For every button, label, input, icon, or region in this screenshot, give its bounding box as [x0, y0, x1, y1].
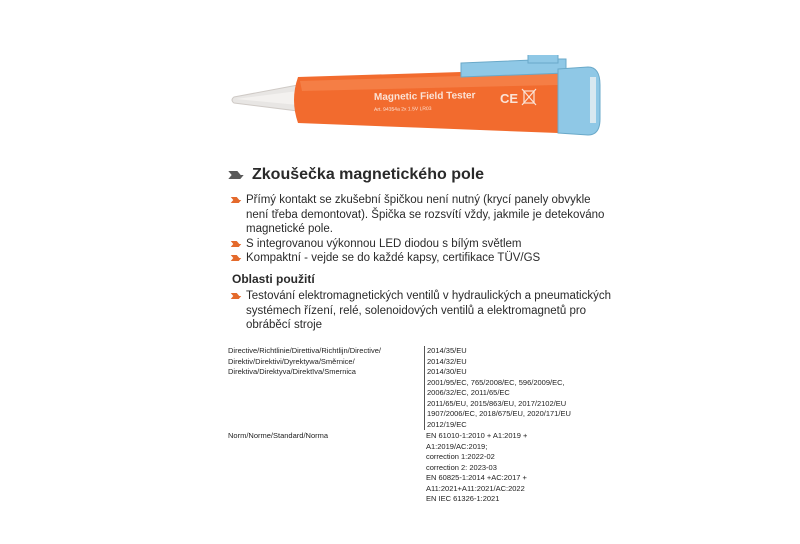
feature-list: [232, 193, 612, 266]
table-row: Norm/Norme/Standard/Norma EN 61010-1:2010 + A1:2019 +: [228, 431, 528, 440]
list-item: Kompaktní - vejde se do každé kapsy, certifikace TÜV/GS: [232, 251, 612, 266]
title-marker-icon: [230, 171, 244, 179]
table-row: correction 1:2022-02: [426, 452, 495, 461]
product-title: Zkoušečka magnetického pole: [230, 166, 484, 184]
table-row: 1907/2006/EC, 2018/675/EU, 2020/171/EU: [228, 409, 608, 420]
product-image: [228, 55, 608, 165]
table-row: Directive/Richtlinie/Direttiva/Richtlijn/Directive/ 2014/35/EU: [228, 346, 608, 357]
table-row: 2006/32/EC, 2011/65/EC: [228, 388, 608, 399]
section-title: Oblasti použití: [232, 272, 315, 286]
device-label: Magnetic Field Tester: [373, 90, 476, 103]
table-row: Direktiva/Direktyva/Direktīva/Smernica 2014/30/EU: [228, 367, 608, 378]
table-row: correction 2: 2023-03: [426, 462, 497, 472]
table-row: 2012/19/EC: [228, 420, 608, 431]
usage-list: [232, 289, 612, 333]
ce-mark: CE: [500, 91, 519, 106]
specs-table: [228, 346, 608, 505]
bullet-icon: [232, 293, 240, 299]
list-item: S integrovanou výkonnou LED diodou s bílým světlem: [232, 237, 612, 252]
list-item: Přímý kontakt se zkušební špičkou není nutný (krycí panely obvykle není třeba demontovat). Špička se rozsvítí vždy, jakmile je detekováno magnetické pole.: [232, 193, 612, 237]
table-row: A1:2019/AC:2019;: [426, 441, 488, 451]
bullet-icon: [232, 197, 240, 203]
table-row: 2011/65/EU, 2015/863/EU, 2017/2102/EU: [228, 399, 608, 410]
table-row: A11:2021+A11:2021/AC:2022: [426, 483, 525, 493]
table-row: EN 60825-1:2014 +AC:2017 +: [426, 473, 527, 482]
list-item: Testování elektromagnetických ventilů v hydraulických a pneumatických systémech řízení, relé, solenoidových ventilů a elektromagnetů pro obráběcí stroje: [232, 289, 612, 333]
table-row: Direktiv/Direktivi/Dyrektywa/Směrnice/ 2014/32/EU: [228, 357, 608, 368]
weee-icon: [522, 89, 536, 105]
bullet-icon: [232, 241, 240, 247]
bullet-icon: [232, 255, 240, 261]
table-row: 2001/95/EC, 765/2008/EC, 596/2009/EC,: [228, 378, 608, 389]
device-sublabel: Art. 94354a 2x 1.5V LR03: [373, 105, 432, 113]
table-row: EN IEC 61326-1:2021: [426, 494, 500, 503]
